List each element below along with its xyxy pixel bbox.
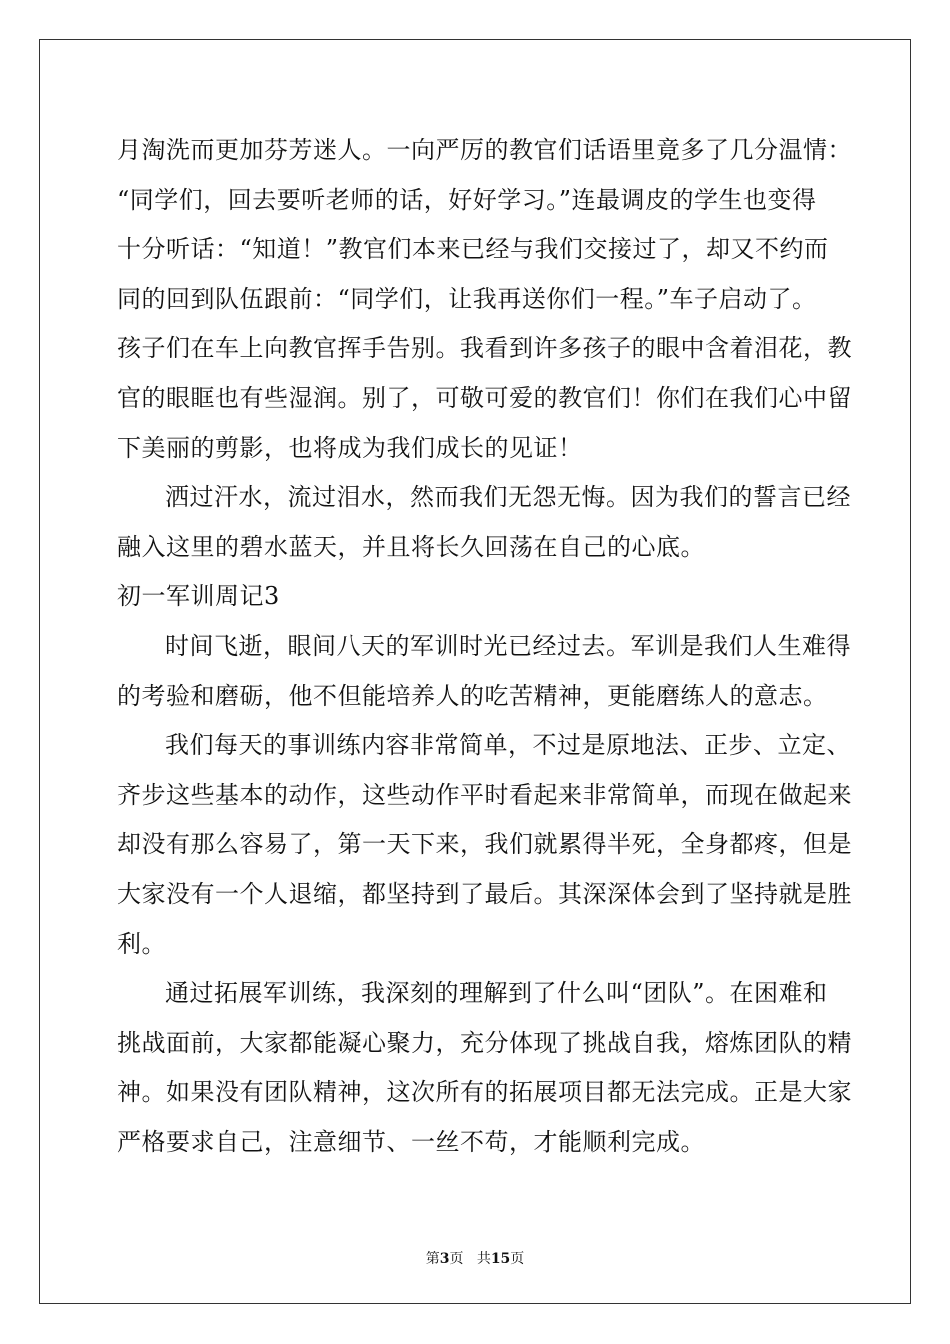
text-line: 齐步这些基本的动作，这些动作平时看起来非常简单，而现在做起来 — [117, 780, 852, 809]
paragraph-start-line: 时间飞逝，眼间八天的军训时光已经过去。军训是我们人生难得 — [165, 631, 851, 660]
text-line: 大家没有一个人退缩，都坚持到了最后。其深深体会到了坚持就是胜 — [117, 879, 852, 908]
text-line: 十分听话：“知道！”教官们本来已经与我们交接过了，却又不约而 — [117, 235, 829, 264]
paragraph-start-line: 通过拓展军训练，我深刻的理解到了什么叫“团队”。在困难和 — [165, 979, 828, 1008]
total-suffix: 页 — [510, 1251, 525, 1267]
text-line: 却没有那么容易了，第一天下来，我们就累得半死，全身都疼，但是 — [117, 830, 852, 859]
page-prefix: 第 — [425, 1251, 440, 1267]
text-line: 融入这里的碧水蓝天，并且将长久回荡在自己的心底。 — [117, 532, 705, 561]
total-prefix: 共 — [476, 1251, 491, 1267]
text-line: 同的回到队伍跟前：“同学们，让我再送你们一程。”车子启动了。 — [117, 284, 817, 313]
text-line: 利。 — [117, 929, 166, 958]
text-line: 下美丽的剪影，也将成为我们成长的见证！ — [117, 433, 583, 462]
text-line: 挑战面前，大家都能凝心聚力，充分体现了挑战自我，熔炼团队的精 — [117, 1028, 852, 1057]
section-heading: 初一军训周记3 — [117, 582, 280, 611]
paragraph-start-line: 我们每天的事训练内容非常简单，不过是原地法、正步、立定、 — [165, 731, 851, 760]
text-line: 月淘洗而更加芬芳迷人。一向严厉的教官们话语里竟多了几分温情： — [117, 136, 852, 164]
text-line: 神。如果没有团队精神，这次所有的拓展项目都无法完成。正是大家 — [117, 1078, 852, 1107]
total-pages: 15 — [490, 1251, 511, 1267]
page-footer — [0, 1248, 950, 1268]
page-number: 3 — [439, 1251, 450, 1267]
text-line: 的考验和磨砺，他不但能培养人的吃苦精神，更能磨练人的意志。 — [117, 681, 828, 710]
page-suffix: 页 — [449, 1251, 464, 1267]
text-line: “同学们，回去要听老师的话，好好学习。”连最调皮的学生也变得 — [117, 185, 817, 214]
document-body — [117, 126, 852, 1167]
text-line: 官的眼眶也有些湿润。别了，可敬可爱的教官们！你们在我们心中留 — [117, 383, 852, 412]
text-line: 孩子们在车上向教官挥手告别。我看到许多孩子的眼中含着泪花，教 — [117, 334, 852, 363]
paragraph-start-line: 洒过汗水，流过泪水，然而我们无怨无悔。因为我们的誓言已经 — [165, 483, 851, 512]
text-line: 严格要求自己，注意细节、一丝不苟，才能顺利完成。 — [117, 1127, 705, 1156]
